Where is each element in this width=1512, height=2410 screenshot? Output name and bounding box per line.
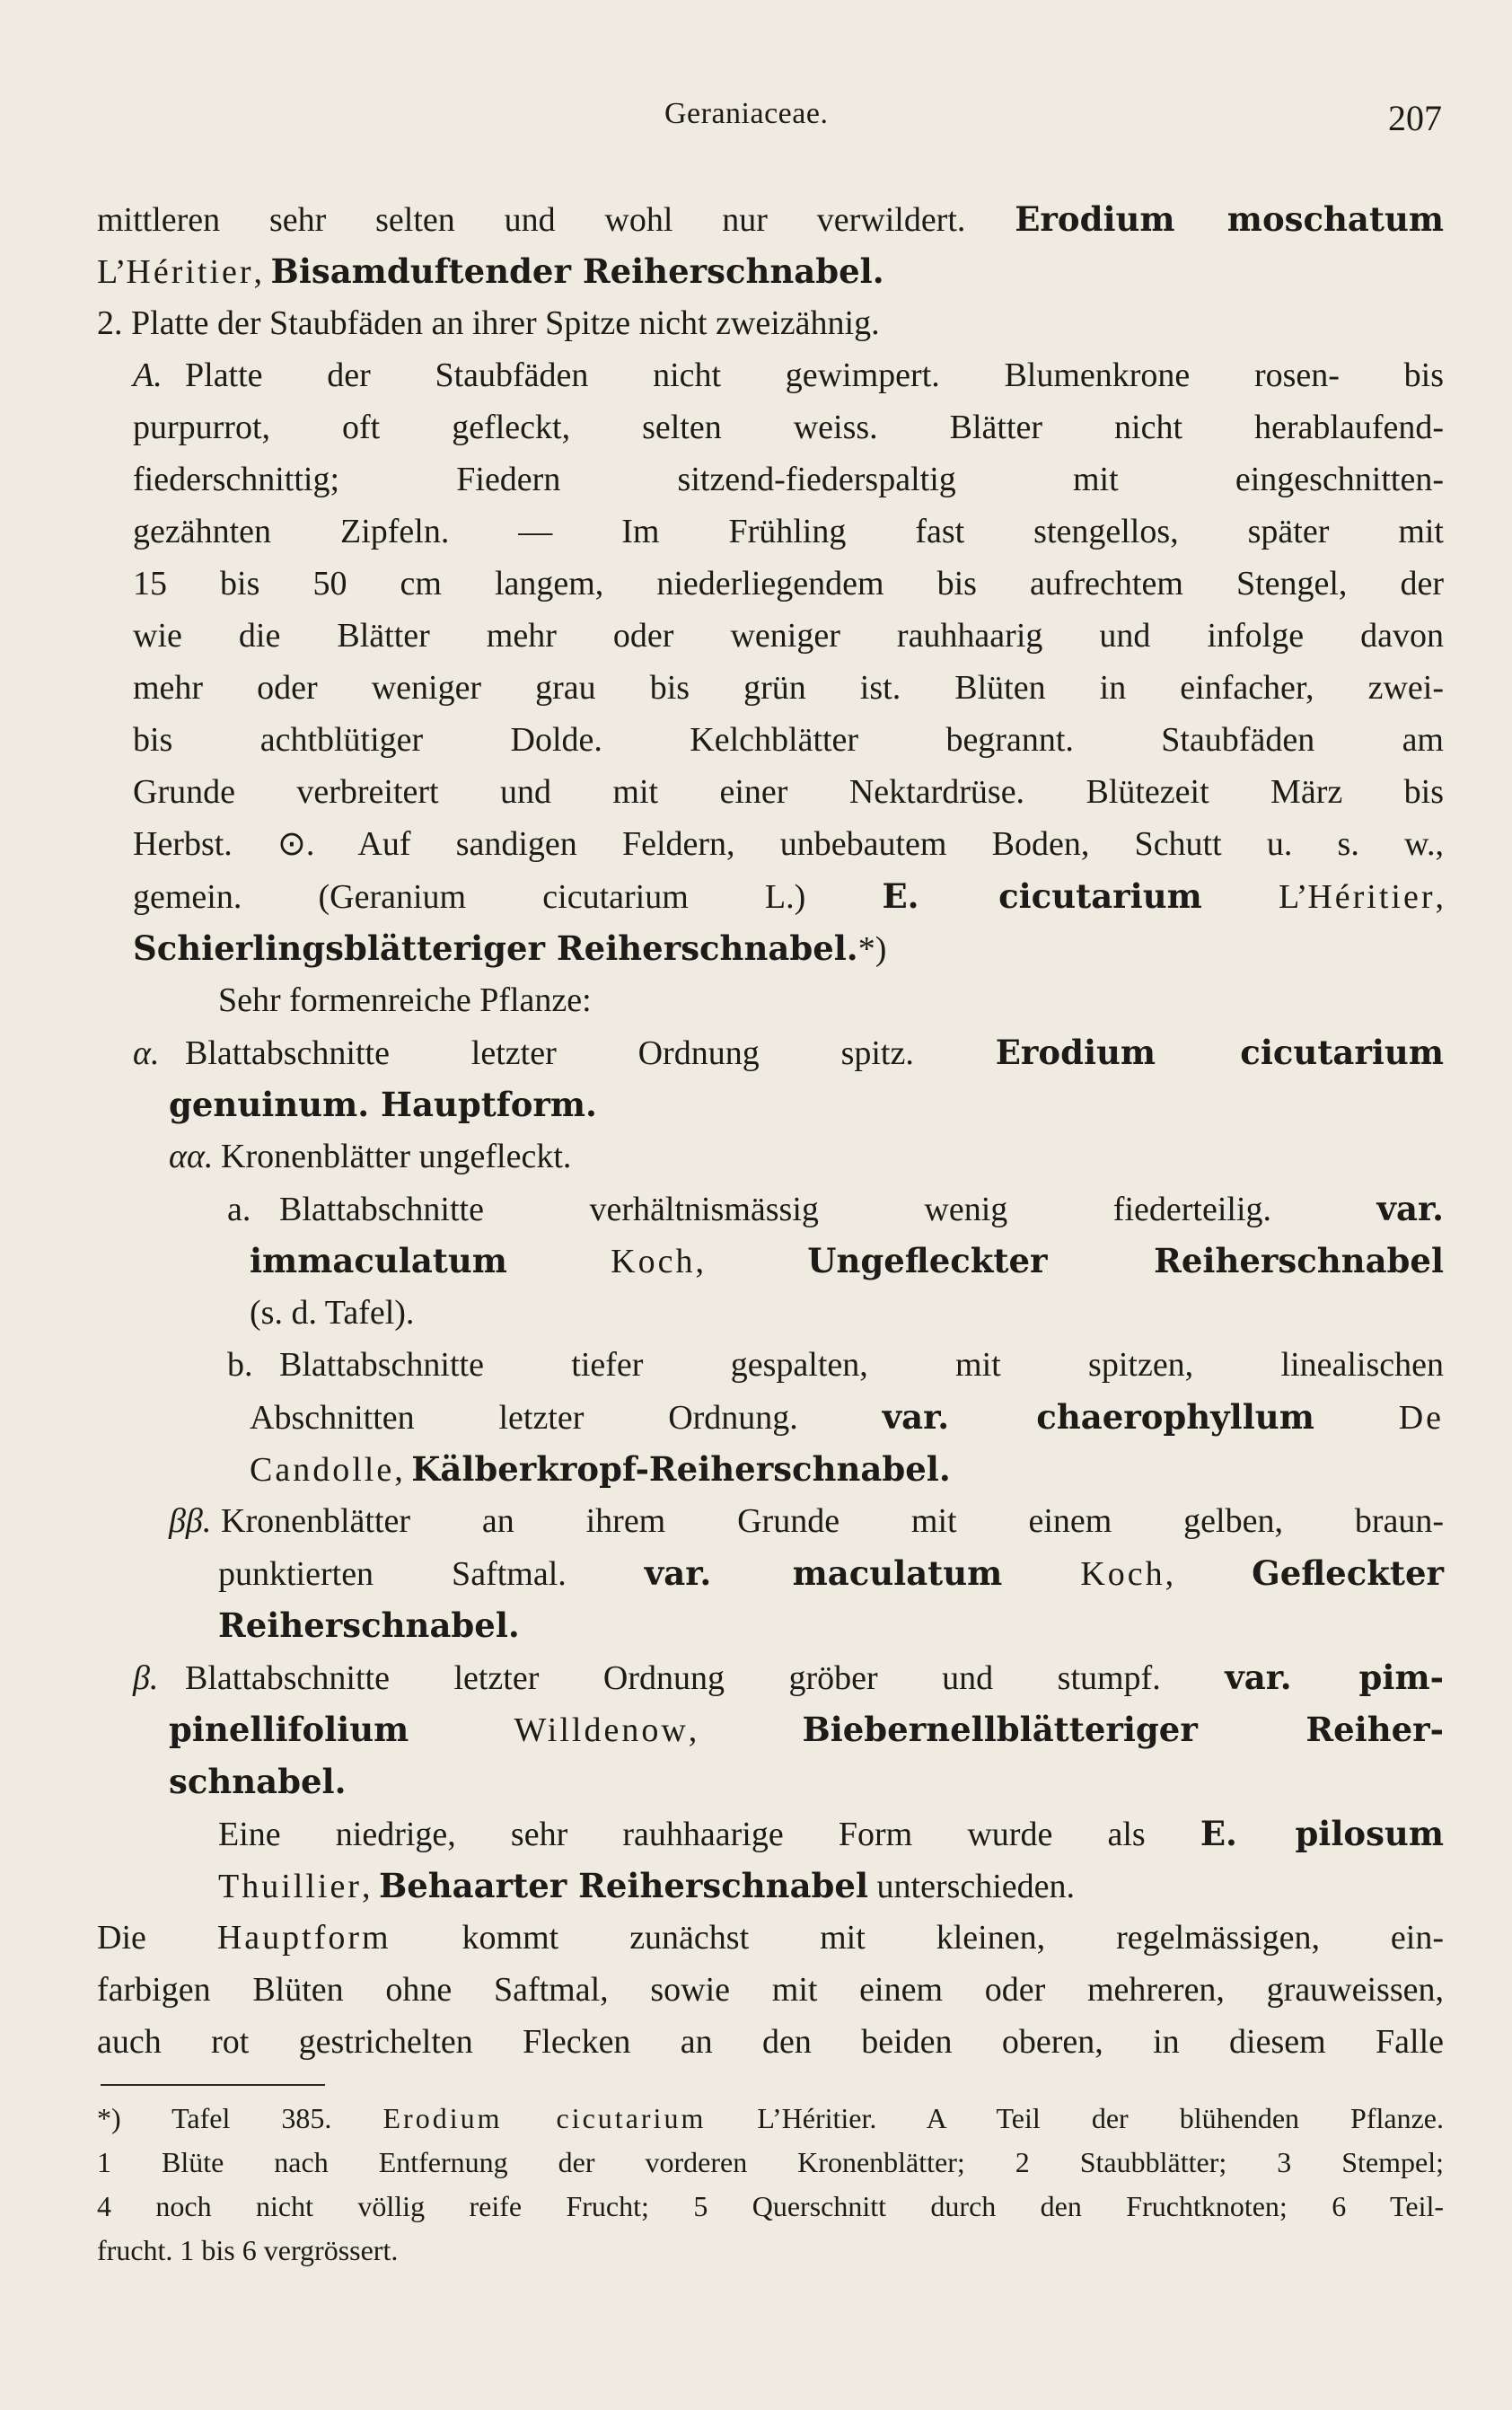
text-run: , [394, 1451, 412, 1489]
body-line [97, 1287, 1444, 1339]
body-line [97, 1339, 1444, 1391]
text-run: Eine niedrige, sehr rauhhaarige Form wurde als [218, 1816, 1200, 1853]
text-run: wie die Blätter mehr oder weniger rauhhaarig und infolge davon [133, 617, 1444, 655]
body-line [97, 714, 1444, 766]
text-run: gezähnten Zipfeln. — Im Frühling fast stengellos, später mit [133, 513, 1444, 550]
text-run: Abschnitten letzter Ordnung. [250, 1399, 883, 1437]
spaced-run: Héritier [1307, 878, 1436, 916]
text-run: L’ [1201, 878, 1308, 916]
text-run [409, 1711, 514, 1749]
text-run: Herbst. ⊙. Auf sandigen Feldern, unbebautem Boden, Schutt u. s. w., [133, 825, 1444, 863]
body-line [97, 401, 1444, 453]
text-run [1314, 1399, 1399, 1437]
body-line [97, 245, 1444, 297]
body-line [97, 1964, 1444, 2016]
bold-run: Gefleckter [1252, 1553, 1444, 1593]
body-line [97, 766, 1444, 818]
body-line [97, 1130, 1444, 1183]
page-number: 207 [1388, 98, 1442, 138]
spaced-run: De [1398, 1399, 1444, 1437]
body-line [97, 1808, 1444, 1860]
text-run [1002, 1555, 1080, 1593]
bold-run: Erodium moschatum [1015, 199, 1444, 239]
list-marker: ββ. [169, 1502, 212, 1540]
bold-run: E. cicutarium [882, 876, 1202, 916]
bold-run: pinellifolium [169, 1710, 409, 1749]
body-line [97, 193, 1444, 245]
main-text [97, 193, 1444, 2068]
list-marker: a. [227, 1191, 251, 1228]
text-run: Sehr formenreiche Pflanze: [218, 981, 592, 1019]
text-run: 15 bis 50 cm langem, niederliegendem bis aufrechtem Stengel, der [133, 565, 1444, 602]
spaced-run: Hauptform [216, 1919, 391, 1957]
body-line [97, 453, 1444, 506]
text-run: , [688, 1711, 803, 1749]
spaced-run: Candolle [250, 1451, 395, 1489]
bold-run: var. maculatum [644, 1553, 1003, 1593]
text-run: fiederschnittig; Fiedern sitzend-fiederspaltig mit eingeschnitten- [133, 461, 1444, 498]
body-line [97, 506, 1444, 558]
text-run: Blattabschnitte verhältnismässig wenig fiederteilig. [279, 1191, 1377, 1228]
text-run: auch rot gestrichelten Flecken an den beiden oberen, in diesem Falle [97, 2023, 1444, 2061]
text-run: mehr oder weniger grau bis grün ist. Blüten in einfacher, zwei- [133, 669, 1444, 707]
body-line [97, 1495, 1444, 1547]
text-run: bis achtblütiger Dolde. Kelchblätter begrannt. Staubfäden am [133, 721, 1444, 759]
text-run: Kronenblätter ungefleckt. [221, 1138, 572, 1175]
text-run: *) Tafel 385. [97, 2102, 383, 2134]
body-line [97, 1026, 1444, 1078]
text-run: punktierten Saftmal. [218, 1555, 645, 1593]
text-run: kommt zunächst mit kleinen, regelmässigen, ein- [391, 1919, 1444, 1957]
text-run: Grunde verbreitert und mit einer Nektardrüse. Blütezeit März bis [133, 773, 1444, 811]
body-line [97, 297, 1444, 349]
text-run: unterschieden. [868, 1868, 1076, 1905]
running-head [0, 97, 1512, 142]
footnote-line [97, 2097, 1444, 2141]
body-line [97, 1183, 1444, 1235]
text-run: 2. Platte der Staubfäden an ihrer Spitze nicht zweizähnig. [97, 304, 880, 342]
text-run: 4 noch nicht völlig reife Frucht; 5 Querschnitt durch den Fruchtknoten; 6 Teil- [97, 2190, 1444, 2222]
bold-run: Bisamduftender Reiherschnabel. [270, 251, 884, 291]
text-run: Die [97, 1919, 217, 1957]
list-marker: A. [133, 356, 163, 394]
list-marker: α. [133, 1034, 160, 1072]
text-run: Blattabschnitte letzter Ordnung spitz. [185, 1034, 996, 1072]
text-run: 1 Blüte nach Entfernung der vorderen Kronenblätter; 2 Staubblätter; 3 Stempel; [97, 2146, 1444, 2178]
bold-run: Schierlingsblätteriger Reiherschnabel. [133, 928, 858, 968]
bold-run: var. chaerophyllum [882, 1397, 1314, 1437]
body-line [97, 1651, 1444, 1703]
bold-run: Ungefleckter Reiherschnabel [807, 1241, 1445, 1280]
text-run: Kronenblätter an ihrem Grunde mit einem gelben, braun- [221, 1502, 1444, 1540]
text-run: (s. d. Tafel). [250, 1294, 415, 1332]
bold-run: E. pilosum [1200, 1814, 1444, 1853]
text-run: , [1165, 1555, 1253, 1593]
body-line [97, 1547, 1444, 1599]
list-marker: αα. [169, 1138, 214, 1175]
footnote-line [97, 2185, 1444, 2229]
footnote-line [97, 2229, 1444, 2273]
body-line [97, 974, 1444, 1026]
bold-run: Biebernellblätteriger Reiher- [802, 1710, 1445, 1749]
text-run: L’ [97, 253, 127, 291]
footnote [97, 2097, 1444, 2273]
spaced-run: Willdenow [514, 1711, 689, 1749]
list-marker: β. [133, 1659, 159, 1697]
bold-run: Kälberkropf-Reiherschnabel. [411, 1449, 951, 1489]
text-run: L’Héritier. A Teil der blühenden Pflanze. [706, 2102, 1445, 2134]
text-run [507, 1243, 611, 1280]
list-marker: b. [227, 1346, 253, 1384]
body-line [97, 558, 1444, 610]
spaced-run: Koch [611, 1243, 696, 1280]
body-line [97, 349, 1444, 401]
bold-run: var. [1376, 1189, 1444, 1228]
spaced-run: Koch [1080, 1555, 1165, 1593]
body-line [97, 1599, 1444, 1651]
text-run: Blattabschnitte tiefer gespalten, mit spitzen, linealischen [279, 1346, 1444, 1384]
body-line [97, 1443, 1444, 1495]
body-line [97, 870, 1444, 922]
text-run: Platte der Staubfäden nicht gewimpert. Blumenkrone rosen- bis [185, 356, 1444, 394]
text-run: farbigen Blüten ohne Saftmal, sowie mit einem oder mehreren, grauweissen, [97, 1971, 1444, 2009]
spaced-run: Thuillier [218, 1868, 362, 1905]
text-run: frucht. 1 bis 6 vergrössert. [97, 2234, 399, 2266]
bold-run: immaculatum [250, 1241, 507, 1280]
body-line [97, 1391, 1444, 1443]
body-line [97, 818, 1444, 870]
section-title: Geraniaceae. [664, 97, 829, 130]
bold-run: Behaarter Reiherschnabel [378, 1866, 869, 1905]
text-run: , [361, 1868, 379, 1905]
spaced-run: Erodium cicutarium [382, 2102, 707, 2134]
body-line [97, 610, 1444, 662]
text-run: mittleren sehr selten und wohl nur verwildert. [97, 201, 1015, 239]
spaced-run: Héritier [126, 253, 254, 291]
bold-run: var. pim- [1225, 1658, 1444, 1697]
body-line [97, 2016, 1444, 2068]
body-line [97, 1078, 1444, 1130]
body-line [97, 662, 1444, 714]
text-run: Blattabschnitte letzter Ordnung gröber und stumpf. [185, 1659, 1226, 1697]
bold-run: schnabel. [169, 1762, 347, 1801]
body-line [97, 1235, 1444, 1287]
text-run: purpurrot, oft gefleckt, selten weiss. Blätter nicht herablaufend- [133, 409, 1444, 446]
text-run: , [695, 1243, 808, 1280]
text-run: , [253, 253, 271, 291]
body-line [97, 1703, 1444, 1755]
bold-run: Reiherschnabel. [218, 1605, 520, 1645]
body-line [97, 1755, 1444, 1808]
body-line [97, 922, 1444, 974]
footnote-line [97, 2141, 1444, 2185]
bold-run: Erodium cicutarium [995, 1033, 1444, 1072]
text-run: gemein. (Geranium cicutarium L.) [133, 878, 883, 916]
text-run: *) [857, 930, 887, 968]
body-line [97, 1912, 1444, 1964]
body-line [97, 1860, 1444, 1912]
footnote-rule [101, 2084, 325, 2086]
bold-run: genuinum. Hauptform. [169, 1085, 597, 1124]
text-run: , [1435, 878, 1444, 916]
